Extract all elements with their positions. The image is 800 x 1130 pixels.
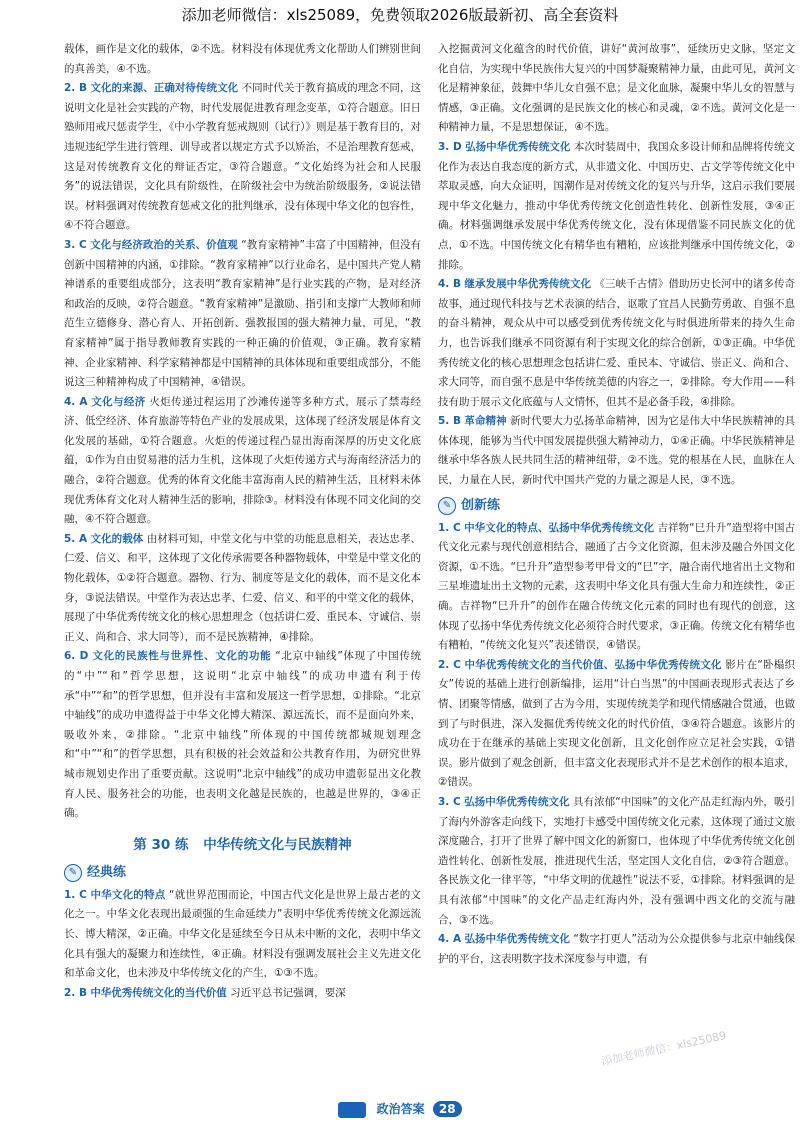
footer-label: 政治答案 (376, 1102, 425, 1116)
answer-text: “教育家精神”丰富了中国精神，但没有创新中国精神的内涵，①排除。“教育家精神”以行业命名，是中国共产党人精神谱系的重要组成部分，这表明“教育家精神”是行业实践的产物，是对经济和政治的反映，②符合题意。“教育家精神”是激励、指引和支撑广大教师和师范生立德修身、潜心育人、开拓创新、强教报国的强大精神力量，可见，“教育家精神”属于指导教师教育实践的一种正确的价值观，③正确。教育家精神、企业家精神、科学家精神都是中国精神的具体体现和重要组成部分，不能说这三种精神构成了中国精神，④错误。 (64, 238, 421, 389)
subsection-innovation (438, 495, 795, 517)
answer-topic: 文化的来源、正确对待传统文化 (90, 82, 239, 95)
left-column (64, 40, 421, 1003)
answer-item (438, 930, 795, 969)
answer-item (64, 984, 421, 1004)
answer-text: 不同时代关于教育搞成的理念不同，这说明文化是社会实践的产物，时代发展促进教育理念变革，①符合题意。旧日塾师用戒尺惩责学生，《中小学教育惩戒规则（试行）》则是基于教育目的，对违规违纪学生进行管理、训导或者以规定方式予以矫治，不是治理教育惩戒，这是对传统教育文化的辩证否定，③符合题意。“文化始终为社会和人民服务”的说法错误，文化具有阶级性，在阶级社会中为统治阶级服务，②说法错误。材料强调对传统教育惩戒文化的批判继承，没有体现中华文化的包容性，④不符合题意。 (64, 82, 422, 232)
answer-label: 4. A (64, 395, 88, 408)
pencil-icon: ✎ (438, 497, 456, 515)
answer-label: 6. D (64, 650, 89, 663)
answer-label: 3. D (438, 140, 462, 153)
answer-topic: 文化的载体 (90, 532, 144, 545)
right-column (438, 40, 795, 969)
answer-text: 火炬传递过程运用了沙滩传递等多种方式，展示了禁毒经济、低空经济、体育旅游等特色产业的发展成果，这体现了经济发展是体育文化发展的基础，①符合题意。火炬的传递过程凸显出海南深厚的历史文化底蕴，①作为自由贸易港的活力生机，这体现了火炬传递方式与海南经济活力的融合，②符合题意。优秀的体育文化能丰富海南人民的精神生活，且材料未体现优秀体育文化对人精神生活的影响，排除③。材料没有体现不同文化间的交融，④不符合题意。 (64, 395, 422, 526)
answer-item (64, 393, 421, 530)
answer-item (438, 656, 795, 793)
promo-banner: 添加老师微信：xls25089，免费领取2026版最新初、高全套资料 (181, 6, 619, 24)
answer-topic: 革命精神 (464, 415, 507, 428)
continued-text: 载体，画作是文化的载体，②不选。材料没有体现优秀文化帮助人们辨别世间的真善美，④不选。 (64, 43, 421, 75)
answer-text: 具有浓郁“中国味”的文化产品走红海内外，吸引了海内外游客走向线下，实地打卡感受中国传统文化元素，这体现了通过文旅深度融合，打开了世界了解中国文化的新窗口，也体现了中华优秀传统文化创造性转化、创新性发展，推进现代生活，坚定国人文化自信，②③符合题意。各民族文化一律平等，“中华文明的优越性”说法不妥，①排除。材料强调的是具有浓郁“中国味”的文化产品走红海内外，没有强调中西文化的交流与融合，③不选。 (438, 795, 796, 926)
answer-topic: 中华文化的特点 (90, 888, 166, 901)
answer-item (64, 886, 421, 984)
subsection-classic (64, 862, 421, 884)
answer-topic: 弘扬中华优秀传统文化 (465, 140, 571, 153)
answer-item (438, 793, 795, 930)
subsection-title: 经典练 (87, 864, 127, 880)
answer-label: 1. C (64, 888, 87, 901)
answer-label: 3. C (438, 795, 461, 808)
answer-text: 新时代要大力弘扬革命精神，因为它是伟大中华民族精神的具体体现，能够为当代中国发展提供强大精神动力，①④正确。中华民族精神是继承中华各族人民共同生活的精神纽带，②不选。党的根基在人民，血脉在人民，力量在人民，新时代中国共产党的力量之源是人民，③不选。 (438, 415, 796, 487)
answer-topic: 文化与经济政治的关系、价值观 (90, 238, 238, 251)
answer-item (438, 412, 795, 490)
pencil-icon: ✎ (64, 864, 82, 882)
answer-topic: 文化的民族性与世界性、文化的功能 (92, 650, 272, 663)
answer-label: 3. C (64, 238, 87, 251)
answer-topic: 中华优秀传统文化的当代价值 (90, 986, 227, 999)
answer-text: 本次时装周中，我国众多设计师和品牌将传统文化作为表达自我态度的新方式，从非遗文化、中国历史、古文学等传统文化中萃取灵感，向大众证明，国潮作是对传统文化的复兴与升华，这启示我们要展现中华文化魅力，推动中华优秀传统文化创造性转化、创新性发展，③④正确。材料强调继承发展中华优秀传统文化，没有体现借鉴不同民族文化的优点，①不选。中国传统文化有精华也有糟粕，应该批判继承中国传统文化，②排除。 (438, 140, 796, 271)
section-number: 第 30 练 (133, 836, 189, 853)
answer-label: 4. A (438, 933, 462, 946)
answer-item (64, 236, 421, 393)
answer-label: 5. A (64, 532, 88, 545)
publisher-logo-icon (338, 1102, 366, 1118)
answer-text: “就世界范围而论，中国古代文化是世界上最古老的文化之一。中华文化表现出最顽强的生命延续力”表明中华优秀传统文化源远流长、博大精深，②正确。中华文化是延续至今日从未中断的文化，表明中华文化具有强大的凝聚力和连续性，④正确。材料没有强调发展社会主义先进文化和革命文化，也未涉及中华传统文化的产生，①③不选。 (64, 888, 421, 980)
section-title: 中华传统文化与民族精神 (203, 836, 352, 853)
answer-item (64, 530, 421, 648)
answer-text: 《三峡千古情》借助历史长河中的诸多传奇故事，通过现代科技与艺术表演的结合，讴歌了宜昌人民勤劳勇敢、自强不息的奋斗精神，观众从中可以感受到优秀传统文化与时俱进所带来的持久生命力，也告诉我们继承不同资源有利于实现文化的综合创新，①③正确。中华优秀传统文化的核心思想理念包括讲仁爱、重民本、守诚信、崇正义、尚和合、求大同等，而自强不息是中华传统美德的内容之一，②排除。夸大作用——科技有助于展示文化底蕴与人文情怀，但其不是必备手段，④排除。 (438, 278, 796, 408)
answer-topic: 中华文化的特点、弘扬中华优秀传统文化 (464, 521, 655, 534)
answer-text: 影片在“卧榻织女”传说的基础上进行创新编排，运用“计白当黑”的中国画表现形式表达了乡情、团聚等情感，做到了古为今用，实现传统美学和现代情感融合贯通，也做到了与时俱进，深入发掘优秀传统文化的时代价值，③④符合题意。该影片的成功在于在继承的基础上实现文化创新，且文化创作应立足社会实践，①错误。影片做到了观念创新，但丰富文化表现形式并不是艺术创作的根本追求，②错误。 (438, 658, 795, 789)
answer-item (438, 138, 795, 275)
continued-text: 入挖掘黄河文化蕴含的时代价值，讲好“黄河故事”，延续历史文脉，坚定文化自信，为实现中华民族伟大复兴的中国梦凝聚精神力量，由此可见，黄河文化是精神象征，鼓舞中华儿女自强不息；是文化血脉，凝聚中华儿女的智慧与情感，③正确。文化强调的是民族文化的核心和灵魂，②不选。黄河文化是一种精神力量，不是思想保证，④不选。 (438, 43, 795, 134)
answer-item (64, 647, 421, 823)
answer-topic: 文化与经济 (91, 395, 146, 408)
answer-text: “数字打更人”活动为公众提供参与北京中轴线保护的平台，这表明数字技术深度参与申遗，有 (438, 933, 796, 965)
answer-topic: 中华优秀传统文化的当代价值、弘扬中华优秀传统文化 (464, 658, 722, 671)
page-number: 28 (433, 1101, 462, 1117)
subsection-title: 创新练 (461, 497, 501, 513)
answer-text: “北京中轴线”体现了中国传统的“中”“和”哲学思想，这说明“北京中轴线”的成功申遗有利于传承“中”“和”的哲学思想，但并没有丰富和发展这一哲学思想，①排除。“北京中轴线”的成功申遗得益于中华文化博大精深、源远流长，而不是面向外来，吸收外来，②排除。“北京中轴线”所体现的中国传统都城规划理念和“中”“和”的哲学思想，具有积极的社会效益和公共教育作用，为研究世界城市规划史作出了重要贡献。这说明“北京中轴线”的成功申遗彰显出文化教育人民、服务社会的功能，也表明文化越是民族的，也越是世界的，③④正确。 (64, 650, 422, 820)
answer-topic: 继承发展中华优秀传统文化 (464, 278, 592, 291)
answer-label: 2. B (64, 986, 87, 999)
page-footer (0, 1100, 800, 1118)
watermark: 添加老师微信：xls25089 (600, 1028, 728, 1069)
section-heading (64, 834, 421, 856)
answer-text: 由材料可知，中堂文化与中堂的功能息息相关，表达忠孝、仁爱、信义、和平，这体现了文化传承需要各种器物载体，中堂是中堂文化的物化载体，①②符合题意。器物、行为、制度等是文化的载体，而不是文化本身，③说法错误。中堂作为表达忠孝、仁爱、信义、和平的中堂文化的载体，展现了中华优秀传统文化的核心思想理念（包括讲仁爱、重民本、守诚信、崇正义、尚和合、求大同等），而不是民族精神，④排除。 (64, 532, 422, 643)
answer-topic: 弘扬中华优秀传统文化 (464, 795, 570, 808)
answer-text: 吉祥物“巳升升”造型将中国古代文化元素与现代创意相结合，融通了古今文化资源，但未涉及融合外国文化资源，①不选。“巳升升”造型参考甲骨文的“巳”字，融合南代地省出土文物和三星堆遗址出土文物的元素，这表明中华文化具有强大生命力和连续性，②正确。吉祥物“巳升升”的创作在融合传统文化元素的同时也有现代的创意，这体现了弘扬中华优秀传统文化必须符合时代要求，③正确。传统文化有精华也有糟粕，“传统文化复兴”表述错误，④错误。 (438, 521, 795, 652)
answer-label: 5. B (438, 415, 462, 428)
answer-item (438, 275, 795, 412)
answer-text: 习近平总书记强调，要深 (230, 986, 346, 999)
answer-item (438, 519, 795, 656)
answer-label: 1. C (438, 521, 461, 534)
answer-label: 4. B (438, 278, 462, 291)
answer-topic: 弘扬中华优秀传统文化 (464, 933, 570, 946)
answer-label: 2. C (438, 658, 461, 671)
answer-item (64, 79, 421, 236)
answer-label: 2. B (64, 82, 88, 95)
